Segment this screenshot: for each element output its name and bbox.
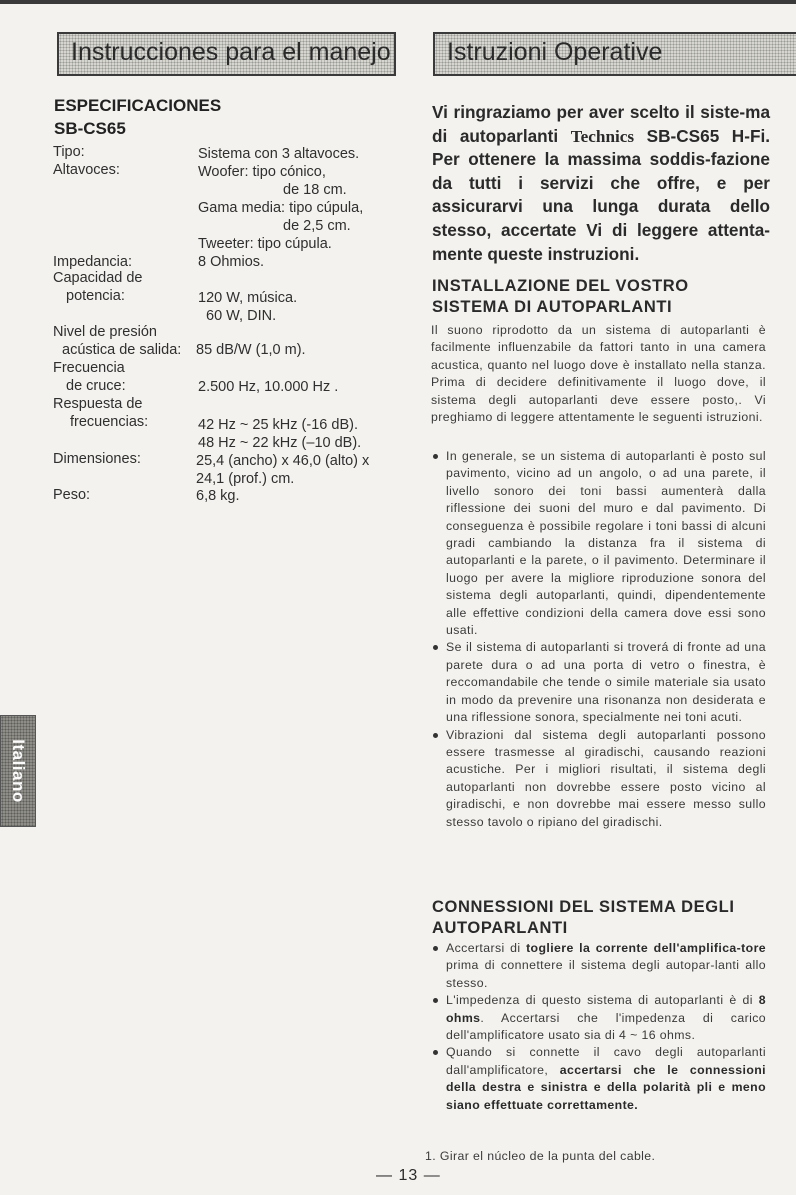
spec-value: 60 W, DIN. xyxy=(206,308,277,324)
spec-label: Peso: xyxy=(53,487,91,503)
spec-value: 2.500 Hz, 10.000 Hz . xyxy=(198,379,339,395)
installation-heading xyxy=(432,276,782,318)
installation-list xyxy=(431,448,766,831)
language-side-tab xyxy=(0,715,36,827)
spec-label: acústica de salida: xyxy=(62,342,182,358)
spec-label: Impedancia: xyxy=(53,254,132,270)
spec-label: Altavoces: xyxy=(53,162,120,178)
spec-value: Gama media: tipo cúpula, xyxy=(198,200,364,216)
spec-label: Capacidad de xyxy=(53,270,143,286)
spec-value: 25,4 (ancho) x 46,0 (alto) x xyxy=(196,453,370,469)
page-number: — 13 — xyxy=(376,1167,441,1184)
list-item xyxy=(431,992,766,1044)
list-item: Se il sistema di autoparlanti si troverá di fronte ad una parete dura o ad una porta di vetro o finestra, è reccomandabile che tende o simile materiale sia usato in modo da prevenire una risonanza non desiderata e una riflessione sonora, specialmente nei toni acuti. xyxy=(431,639,766,726)
text: prima di connettere il sistema degli autopar-lanti allo stesso. xyxy=(446,958,766,990)
spec-value: de 2,5 cm. xyxy=(283,218,351,234)
spec-value: 8 Ohmios. xyxy=(198,254,265,270)
specs-title: ESPECIFICACIONES xyxy=(54,96,222,115)
text: Accertarsi di xyxy=(446,941,527,955)
numbered-item: 1. Girar el núcleo de la punta del cable. xyxy=(425,1149,656,1163)
spec-label: Tipo: xyxy=(53,144,85,160)
spec-label: Frecuencia xyxy=(53,360,125,376)
top-rule xyxy=(0,0,796,4)
spec-label: Dimensiones: xyxy=(53,451,141,467)
installation-heading-line1: INSTALLAZIONE DEL VOSTRO xyxy=(432,277,689,295)
spec-value: Sistema con 3 altavoces. xyxy=(198,146,360,162)
bold-text: 8 ohms xyxy=(446,993,766,1025)
spec-value: Tweeter: tipo cúpula. xyxy=(198,236,332,252)
spec-label: frecuencias: xyxy=(70,414,149,430)
connections-heading-line2: AUTOPARLANTI xyxy=(432,919,568,937)
connections-heading-line1: CONNESSIONI DEL SISTEMA DEGLI xyxy=(432,898,735,916)
spec-label: potencia: xyxy=(66,288,125,304)
spec-value: 120 W, música. xyxy=(198,290,298,306)
text: . Accertarsi che l'impedenza di carico dell'amplificatore usato sia di 4 ~ 16 ohms. xyxy=(446,1010,766,1043)
spec-value: 42 Hz ~ 25 kHz (-16 dB). xyxy=(198,417,358,433)
spec-label: Respuesta de xyxy=(53,396,143,412)
spec-value: 6,8 kg. xyxy=(196,488,240,504)
connections-list xyxy=(431,940,766,1114)
intro-text-2: SB-CS65 H-Fi. Per ottenere la massima soddis-fazione da tutti i servizi che offre, e per assicurarvi una lunga durata dello stesso, accertate Vi di leggere attenta-mente queste instruzioni. xyxy=(432,125,770,264)
text: Quando si connette il cavo degli autoparlanti dall'amplificatore, xyxy=(446,1045,766,1077)
spec-value: 48 Hz ~ 22 kHz (–10 dB). xyxy=(198,435,362,451)
spec-value: 85 dB/W (1,0 m). xyxy=(196,342,306,358)
connections-heading xyxy=(432,897,782,939)
italian-header-title: Istruzioni Operative xyxy=(447,38,663,66)
brand-name: Technics xyxy=(570,126,635,146)
language-side-tab-label: Italiano xyxy=(9,739,28,803)
specs-model: SB-CS65 xyxy=(54,119,126,138)
spec-value: 24,1 (prof.) cm. xyxy=(196,471,295,487)
italian-header-banner xyxy=(433,32,796,76)
spec-value: Woofer: tipo cónico, xyxy=(198,164,326,180)
list-item: In generale, se un sistema di autoparlanti è posto sul pavimento, vicino ad un angolo, o ad una parete, il livello sonoro dei toni bassi aumenterà dalla riflessione dei suoni del muro e dal pavimento. Di conseguenza è possibile regolare i toni bassi di alcuni gradi cambiando la distanza fra il sistema di autoparlanti e la parete, o il pavimento. Determinare il luogo per avere la migliore riproduzione sonora del sistema degli autoparlanti, quindi, dipendentemente alle effettive condizioni della camera dove essi sono usati. xyxy=(431,448,766,639)
spec-value: de 18 cm. xyxy=(283,182,347,198)
list-item: Vibrazioni dal sistema degli autoparlanti possono essere trasmesse al giradischi, causando reazioni acustiche. Per i migliori risultati, il sistema degli autoparlanti non dovrebbe essere posto vicino al giradischi, e non dovrebbe mai essere messo sullo stesso tavolo o ripiano del giradischi. xyxy=(431,727,766,831)
spec-label: de cruce: xyxy=(66,378,126,394)
spec-label: Nivel de presión xyxy=(53,324,157,340)
installation-heading-line2: SISTEMA DI AUTOPARLANTI xyxy=(432,298,673,316)
spanish-header-banner xyxy=(57,32,396,76)
spanish-header-title: Instrucciones para el manejo xyxy=(71,38,391,66)
installation-paragraph: Il suono riprodotto da un sistema di autoparlanti è facilmente influenzabile da fattori tanto in una camera acustica, quanto nel luogo dove è installato nella stanza. Prima di decidere definitivamente il luogo dove, il sistema degli autoparlanti deve essere posto,. Vi preghiamo di leggere attentamente le seguenti istruzioni. xyxy=(431,323,766,425)
intro-paragraph xyxy=(432,101,770,266)
intro-text-1: Vi ringraziamo per aver scelto il siste-ma di autoparlanti xyxy=(432,102,770,146)
text: L'impedenza di questo sistema di autoparlanti è di xyxy=(446,993,759,1008)
bold-text: togliere la corrente dell'amplifica-tore xyxy=(526,941,766,955)
list-item xyxy=(431,1044,766,1114)
bold-text: accertarsi che le connessioni della destra e sinistra e della polarità pli e meno siano effettuate correttamente. xyxy=(446,1062,766,1112)
list-item xyxy=(431,940,766,992)
